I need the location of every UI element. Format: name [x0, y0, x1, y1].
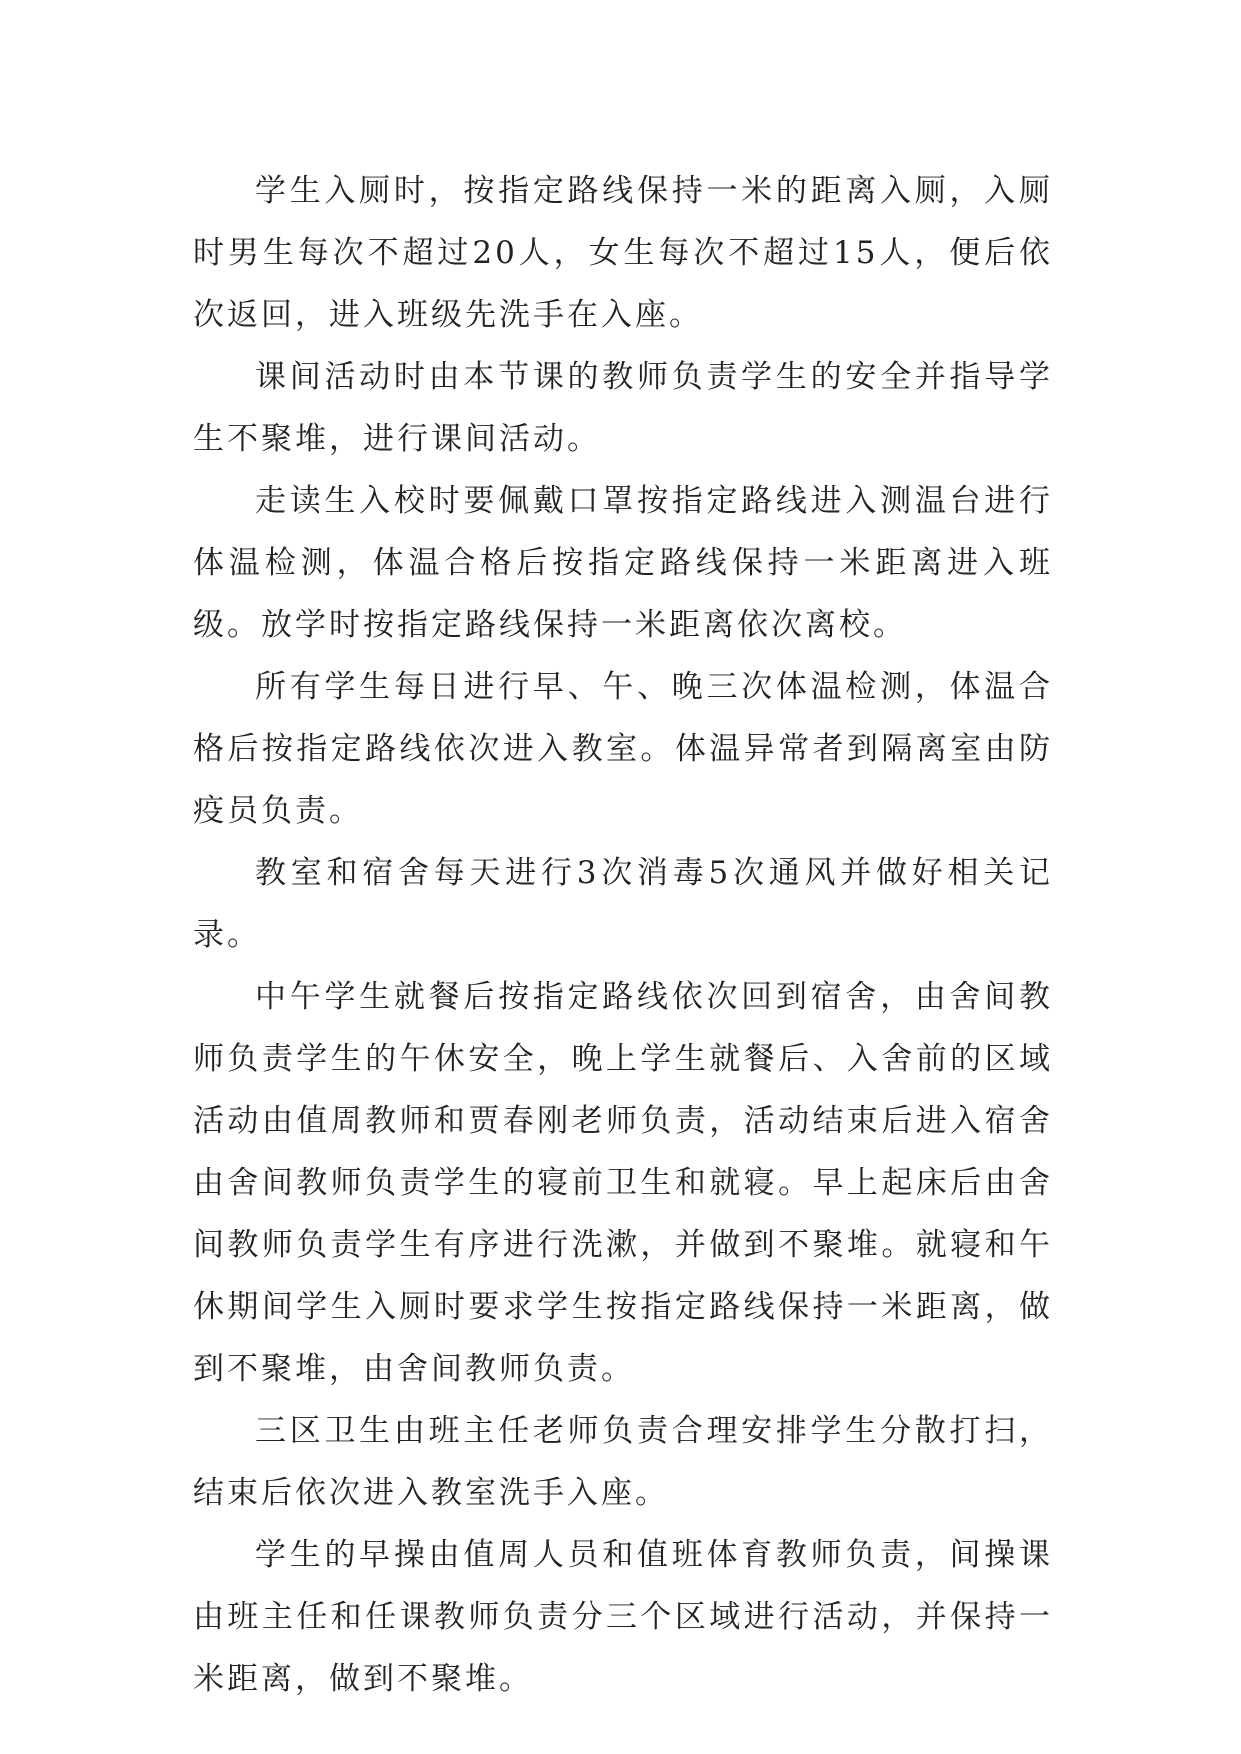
document-body — [193, 160, 1053, 1710]
paragraph-cleaning: 三区卫生由班主任老师负责合理安排学生分散打扫，结束后依次进入教室洗手入座。 — [193, 1413, 1053, 1511]
paragraph-disinfection: 教室和宿舍每天进行3次消毒5次通风并做好相关记录。 — [193, 855, 1053, 953]
paragraph-break-activity: 课间活动时由本节课的教师负责学生的安全并指导学生不聚堆，进行课间活动。 — [193, 359, 1053, 457]
paragraph-restroom: 学生入厕时，按指定路线保持一米的距离入厕，入厕时男生每次不超过20人，女生每次不超过15人，便后依次返回，进入班级先洗手在入座。 — [193, 173, 1053, 333]
paragraph-dormitory: 中午学生就餐后按指定路线依次回到宿舍，由舍间教师负责学生的午休安全，晚上学生就餐后、入舍前的区域活动由值周教师和贾春刚老师负责，活动结束后进入宿舍由舍间教师负责学生的寝前卫生和就寝。早上起床后由舍间教师负责学生有序进行洗漱，并做到不聚堆。就寝和午休期间学生入厕时要求学生按指定路线保持一米距离，做到不聚堆，由舍间教师负责。 — [193, 979, 1053, 1387]
paragraph-morning-exercise: 学生的早操由值周人员和值班体育教师负责，间操课由班主任和任课教师负责分三个区域进行活动，并保持一米距离，做到不聚堆。 — [193, 1537, 1053, 1697]
paragraph-day-students: 走读生入校时要佩戴口罩按指定路线进入测温台进行体温检测，体温合格后按指定路线保持一米距离进入班级。放学时按指定路线保持一米距离依次离校。 — [193, 483, 1053, 643]
paragraph-temperature-check: 所有学生每日进行早、午、晚三次体温检测，体温合格后按指定路线依次进入教室。体温异常者到隔离室由防疫员负责。 — [193, 669, 1053, 829]
